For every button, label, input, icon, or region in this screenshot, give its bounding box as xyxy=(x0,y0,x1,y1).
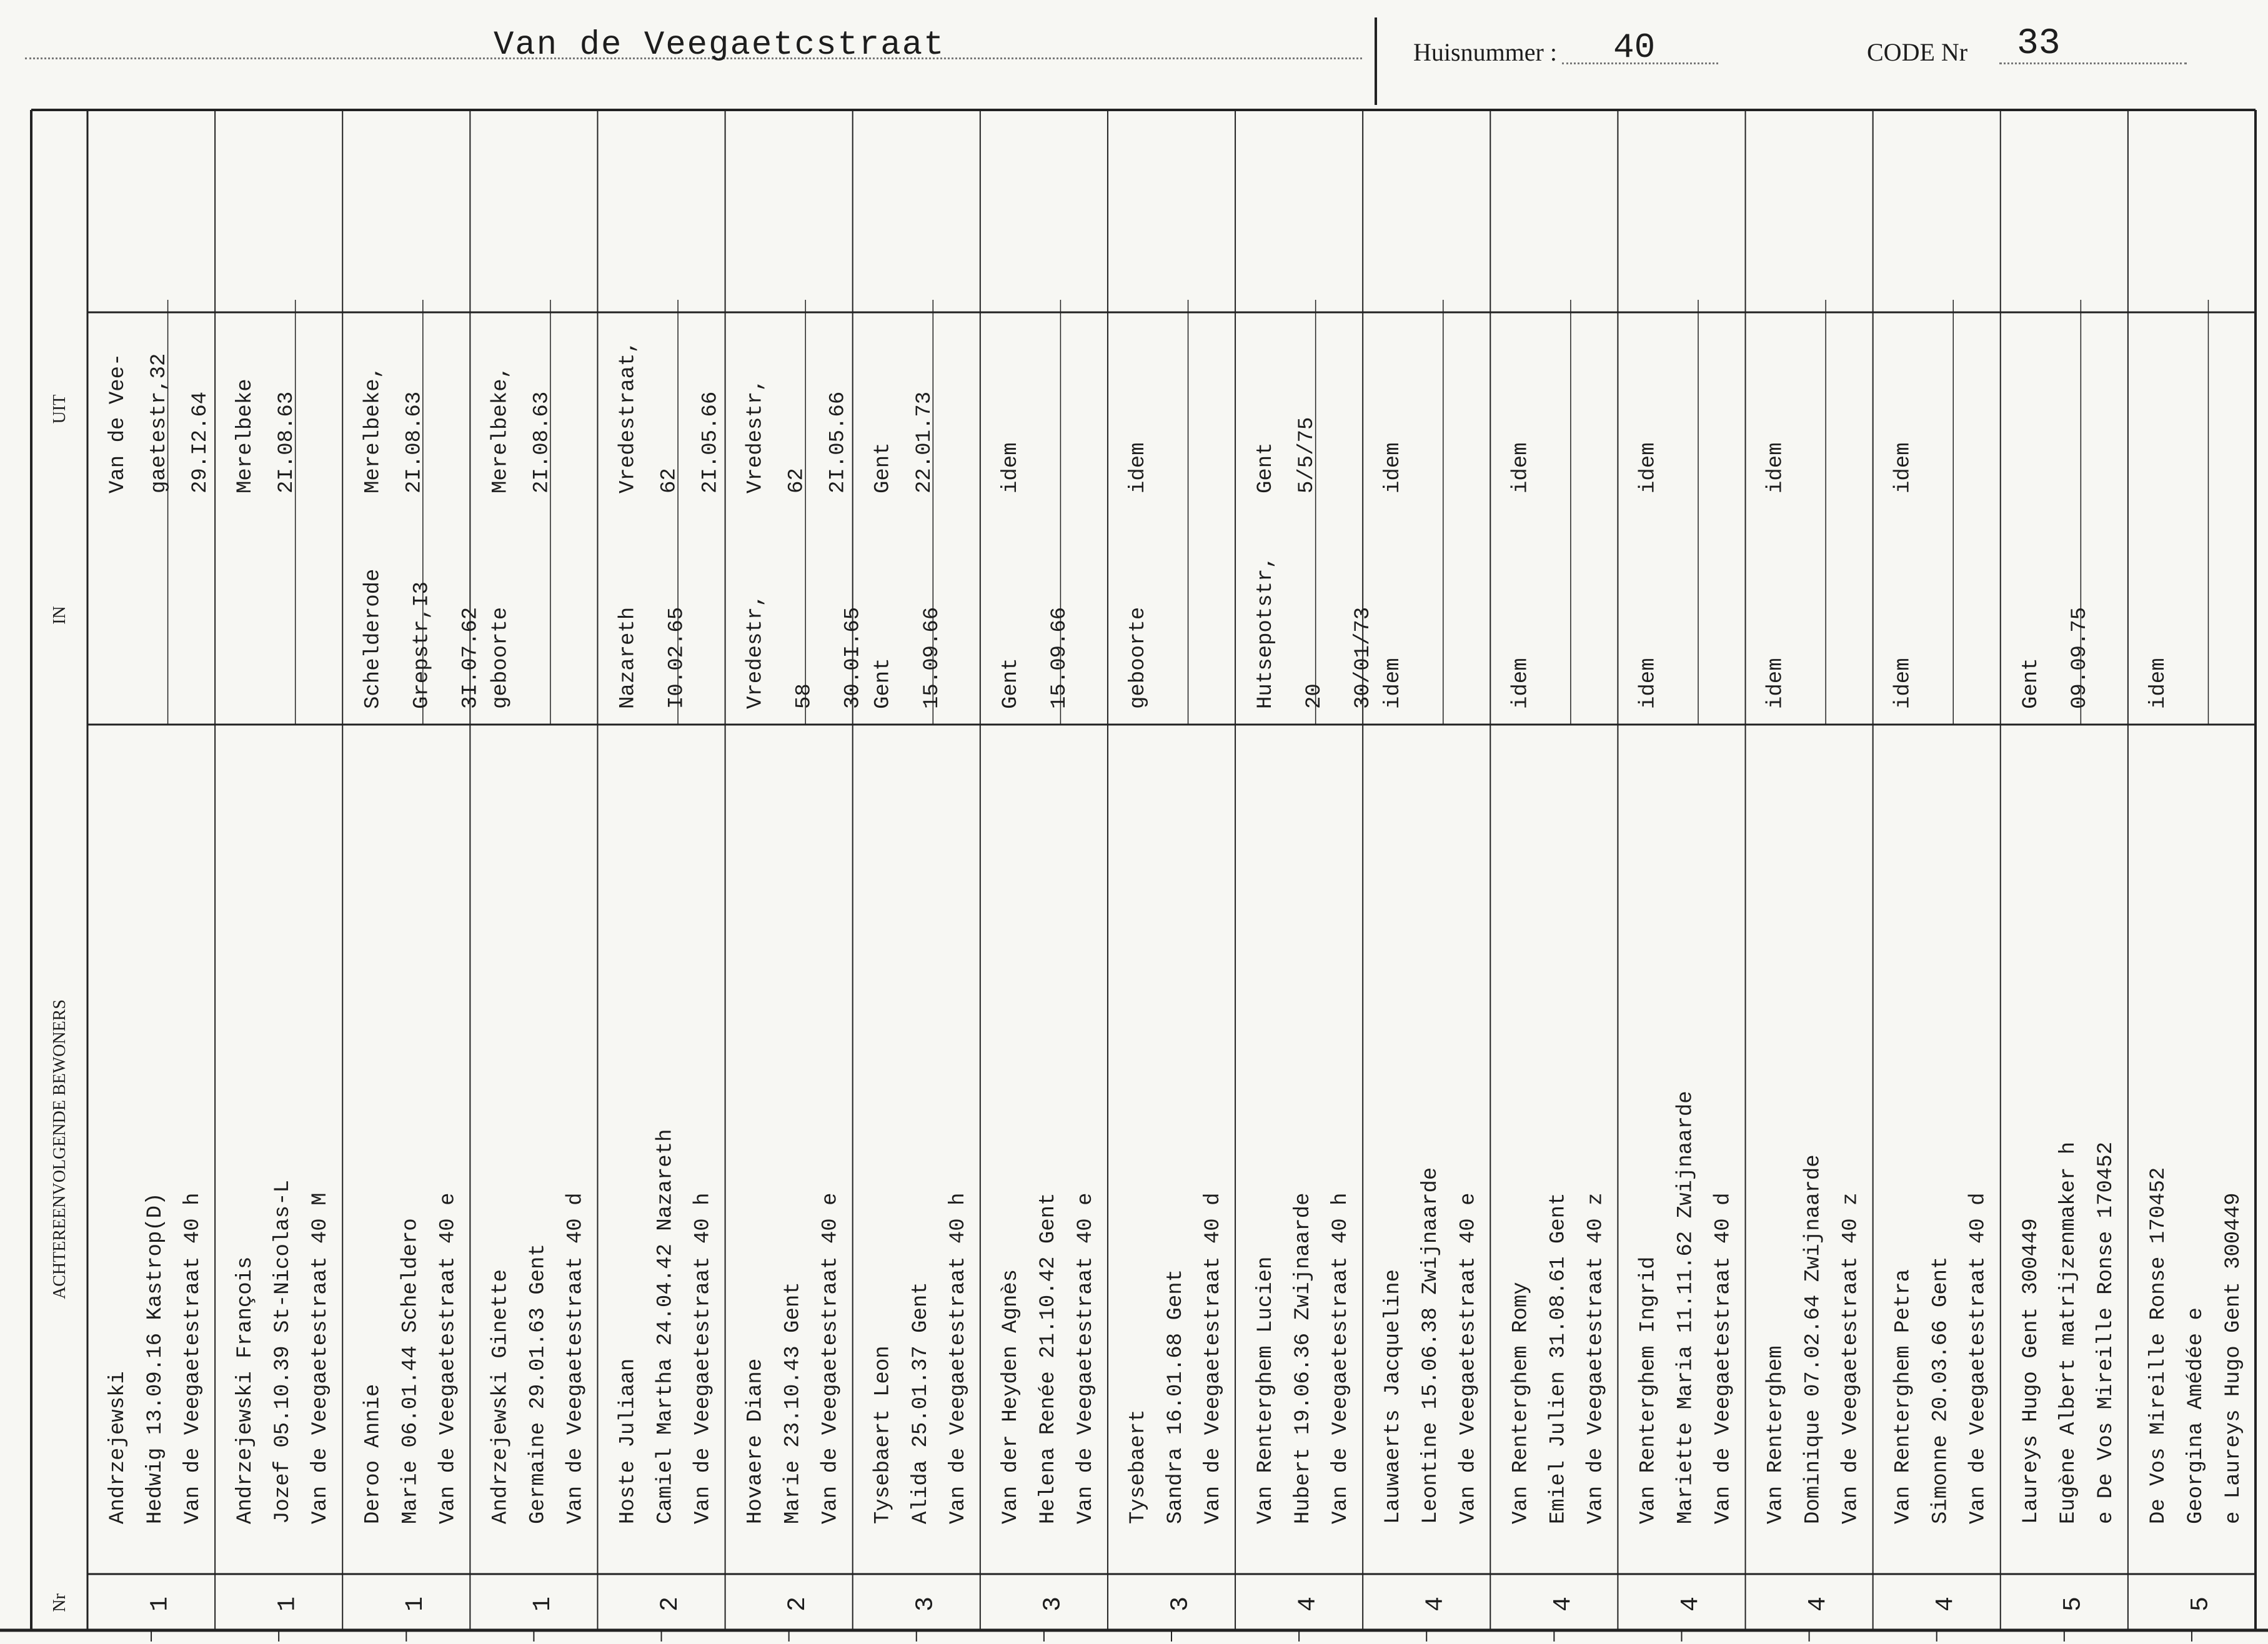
resident-line: Van Renterghem Lucien xyxy=(1254,1256,1278,1524)
column-header-nr: Nr xyxy=(50,1593,69,1612)
resident-line: Van de Veegaetestraat 40 e xyxy=(1073,1192,1098,1524)
in-entry: 15.09.66 xyxy=(1047,607,1072,709)
uit-entry: 2I.08.63 xyxy=(402,391,427,493)
resident-line: Camiel Martha 24.04.42 Nazareth xyxy=(654,1129,678,1524)
column-headers xyxy=(50,395,69,1612)
uit-entry: Merelbeke, xyxy=(361,365,385,493)
resident-line: Hovaere Diane xyxy=(744,1358,768,1524)
in-entry: 58 xyxy=(792,683,817,709)
uit-entry: idem xyxy=(1764,442,1788,493)
uit-entry: Vredestraat, xyxy=(616,340,640,493)
uit-entry: 2I.08.63 xyxy=(530,391,554,493)
resident-line: e Laureys Hugo Gent 300449 xyxy=(2221,1192,2246,1524)
in-entry: 3I.07.62 xyxy=(459,607,483,709)
uit-entry: idem xyxy=(1891,442,1916,493)
street-name: Van de Veegaetcstraat xyxy=(494,26,945,64)
resident-line: Marie 23.10.43 Gent xyxy=(781,1282,805,1524)
resident-line: Deroo Annie xyxy=(361,1384,385,1524)
row-number: 2 xyxy=(784,1596,813,1612)
uit-entry: Merelbeke, xyxy=(489,365,513,493)
resident-rows xyxy=(106,340,2246,1612)
in-entry: idem xyxy=(1381,658,1406,709)
resident-line: Lauwaerts Jacqueline xyxy=(1381,1269,1406,1524)
in-entry: Schelderode xyxy=(361,568,385,709)
uit-entry: 62 xyxy=(785,468,809,493)
resident-line: Marie 06.01.44 Scheldero xyxy=(399,1218,423,1524)
in-entry: Gent xyxy=(2019,658,2043,709)
row-number: 2 xyxy=(657,1596,685,1612)
uit-entry: 2I.08.63 xyxy=(275,391,299,493)
in-entry: 30/01/73 xyxy=(1351,607,1376,709)
resident-line: Van Renterghem Romy xyxy=(1509,1282,1533,1524)
row-number: 4 xyxy=(1804,1596,1833,1612)
resident-line: Van de Veegaetestraat 40 z xyxy=(1839,1192,1863,1524)
uit-entry: Van de Vee- xyxy=(106,353,131,493)
uit-entry: 5/5/75 xyxy=(1295,417,1320,493)
resident-line: Tysebaert Leon xyxy=(871,1345,895,1524)
resident-line: Van de Veegaetestraat 40 d xyxy=(1711,1192,1736,1524)
resident-line: e De Vos Mireille Ronse 170452 xyxy=(2094,1141,2118,1524)
in-entry: geboorte xyxy=(1126,607,1150,709)
uit-entry: idem xyxy=(1509,442,1533,493)
resident-line: Van de Veegaetestraat 40 d xyxy=(1201,1192,1226,1524)
in-entry: Gent xyxy=(998,658,1023,709)
resident-line: Van de Veegaetestraat 40 h xyxy=(691,1192,715,1524)
resident-line: Andrzejewski François xyxy=(234,1256,258,1524)
in-entry: idem xyxy=(1891,658,1916,709)
huisnummer-value: 40 xyxy=(1613,27,1656,67)
resident-line: Van der Heyden Agnès xyxy=(998,1269,1023,1524)
resident-line: Van de Veegaetestraat 40 d xyxy=(1966,1192,1991,1524)
in-entry: idem xyxy=(1509,658,1533,709)
uit-entry: idem xyxy=(1126,442,1150,493)
resident-line: Van de Veegaetestraat 40 h xyxy=(1329,1192,1353,1524)
resident-line: Tysebaert xyxy=(1126,1409,1150,1524)
row-number: 1 xyxy=(274,1596,302,1612)
row-number: 5 xyxy=(2059,1596,2088,1612)
resident-line: Germaine 29.01.63 Gent xyxy=(526,1244,550,1524)
resident-line: Van de Veegaetestraat 40 h xyxy=(181,1192,206,1524)
resident-line: Hubert 19.06.36 Zwijnaarde xyxy=(1291,1192,1316,1524)
resident-line: Andrzejewski Ginette xyxy=(489,1269,513,1524)
resident-line: Van de Veegaetestraat 40 z xyxy=(1584,1192,1608,1524)
resident-line: Helena Renée 21.10.42 Gent xyxy=(1036,1192,1060,1524)
resident-line: Van Renterghem xyxy=(1764,1345,1788,1524)
resident-line: Dominique 07.02.64 Zwijnaarde xyxy=(1801,1154,1826,1524)
resident-line: Mariette Maria 11.11.62 Zwijnaarde xyxy=(1674,1091,1698,1524)
column-header-residents: ACHTEREENVOLGENDE BEWONERS xyxy=(50,999,69,1299)
resident-line: Georgina Amédée e xyxy=(2184,1307,2208,1524)
code-value: 33 xyxy=(2017,24,2061,64)
row-number: 1 xyxy=(146,1596,175,1612)
resident-line: Hedwig 13.09.16 Kastrop(D) xyxy=(144,1192,168,1524)
in-entry: Hutsepotstr, xyxy=(1254,556,1278,709)
row-number: 4 xyxy=(1676,1596,1705,1612)
row-number: 4 xyxy=(1294,1596,1323,1612)
resident-line: Alida 25.01.37 Gent xyxy=(908,1282,933,1524)
in-entry: idem xyxy=(2146,658,2171,709)
uit-entry: 22.01.73 xyxy=(912,391,937,493)
in-entry: 30.0I.65 xyxy=(841,607,865,709)
row-number: 5 xyxy=(2187,1596,2216,1612)
resident-line: Laureys Hugo Gent 300449 xyxy=(2019,1218,2043,1524)
resident-line: Van Renterghem Petra xyxy=(1891,1269,1916,1524)
resident-line: De Vos Mireille Ronse 170452 xyxy=(2146,1167,2171,1524)
resident-line: Van de Veegaetestraat 40 M xyxy=(309,1192,333,1524)
resident-line: Van de Veegaetestraat 40 d xyxy=(564,1192,588,1524)
uit-entry: idem xyxy=(1381,442,1406,493)
uit-entry: Gent xyxy=(1254,442,1278,493)
resident-line: Emiel Julien 31.08.61 Gent xyxy=(1546,1192,1571,1524)
column-header-in: IN xyxy=(50,606,69,625)
resident-line: Jozef 05.10.39 St-Nicolas-L xyxy=(271,1180,296,1524)
row-number: 3 xyxy=(1166,1596,1195,1612)
resident-line: Van de Veegaetestraat 40 e xyxy=(436,1192,460,1524)
resident-line: Van Renterghem Ingrid xyxy=(1636,1256,1661,1524)
uit-entry: gaetestr,32 xyxy=(147,353,172,493)
in-entry: 09.09.75 xyxy=(2067,607,2092,709)
row-number: 4 xyxy=(1549,1596,1578,1612)
in-entry: Gent xyxy=(871,658,895,709)
uit-entry: idem xyxy=(998,442,1023,493)
in-entry: idem xyxy=(1764,658,1788,709)
resident-line: Andrzejewski xyxy=(106,1371,131,1524)
in-entry: idem xyxy=(1636,658,1661,709)
uit-entry: 2I.05.66 xyxy=(699,391,723,493)
in-entry: 20 xyxy=(1303,683,1327,709)
uit-entry: idem xyxy=(1636,442,1661,493)
huisnummer-label: Huisnummer : xyxy=(1413,38,1557,66)
in-entry: Vredestr, xyxy=(744,594,768,709)
row-number: 3 xyxy=(1039,1596,1068,1612)
in-entry: geboorte xyxy=(489,607,513,709)
in-entry: I0.02.65 xyxy=(665,607,689,709)
uit-entry: 62 xyxy=(657,468,682,493)
resident-line: Leontine 15.06.38 Zwijnaarde xyxy=(1419,1167,1443,1524)
uit-entry: Merelbeke xyxy=(234,379,258,493)
row-number: 1 xyxy=(529,1596,557,1612)
resident-line: Van de Veegaetestraat 40 e xyxy=(1456,1192,1481,1524)
row-number: 4 xyxy=(1932,1596,1961,1612)
uit-entry: 2I.05.66 xyxy=(826,391,850,493)
in-entry: Grepstr,I3 xyxy=(410,581,434,709)
uit-entry: Vredestr, xyxy=(744,379,768,493)
row-number: 1 xyxy=(401,1596,430,1612)
resident-line: Sandra 16.01.68 Gent xyxy=(1164,1269,1188,1524)
resident-line: Van de Veegaetestraat 40 e xyxy=(818,1192,843,1524)
column-header-uit: UIT xyxy=(50,394,69,424)
code-label: CODE Nr xyxy=(1867,38,1968,66)
resident-line: Hoste Juliaan xyxy=(616,1358,640,1524)
row-number: 3 xyxy=(912,1596,940,1612)
in-entry: 15.09.66 xyxy=(920,607,944,709)
uit-entry: 29.I2.64 xyxy=(189,391,213,493)
resident-line: Eugène Albert matrijzenmaker h xyxy=(2056,1141,2081,1524)
uit-entry: Gent xyxy=(871,442,895,493)
resident-line: Simonne 20.03.66 Gent xyxy=(1929,1256,1953,1524)
row-number: 4 xyxy=(1421,1596,1450,1612)
resident-line: Van de Veegaetestraat 40 h xyxy=(946,1192,970,1524)
in-entry: Nazareth xyxy=(616,607,640,709)
